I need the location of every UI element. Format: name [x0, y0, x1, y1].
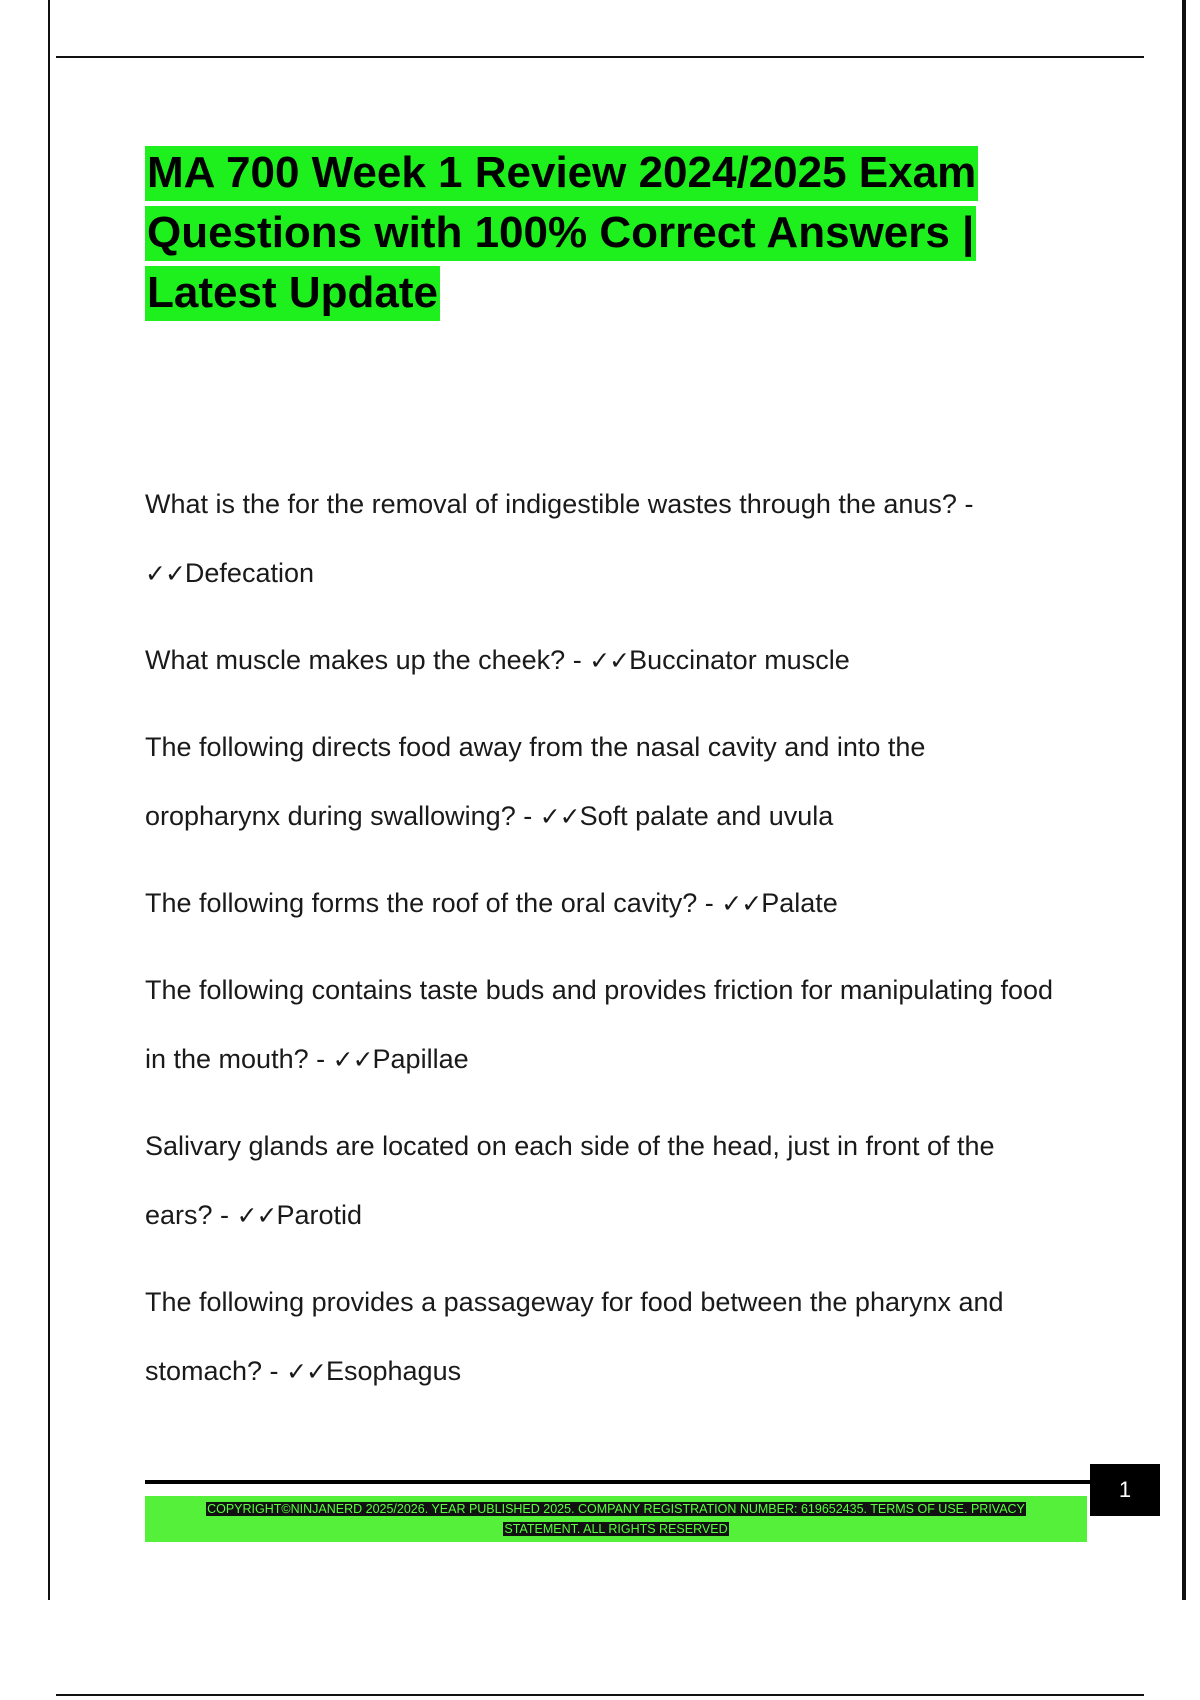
answer-text: Defecation — [184, 558, 314, 588]
qa-item — [145, 869, 1065, 938]
answer-text: Buccinator muscle — [629, 645, 850, 675]
copyright-footer — [145, 1496, 1087, 1542]
page-number: 1 — [1090, 1464, 1160, 1516]
question-text: What muscle makes up the cheek? - — [145, 645, 582, 675]
question-text: The following directs food away from the nasal cavity and into the oropharynx during swallowing? - — [145, 732, 926, 831]
document-title — [145, 143, 1095, 323]
qa-item — [145, 1112, 1065, 1250]
double-check-icon: ✓✓ — [589, 646, 630, 675]
question-text: The following contains taste buds and provides friction for manipulating food in the mouth? - — [145, 975, 1054, 1074]
qa-item — [145, 956, 1065, 1094]
qa-item — [145, 626, 1065, 695]
qa-item — [145, 470, 1065, 608]
answer-text: Parotid — [276, 1200, 363, 1230]
qa-item — [145, 713, 1065, 851]
copyright-line-2: STATEMENT. ALL RIGHTS RESERVED — [504, 1522, 728, 1536]
footer-rule — [145, 1480, 1090, 1484]
title-line-2: Questions with 100% Correct Answers | — [145, 206, 976, 261]
qa-list — [145, 470, 1065, 1424]
double-check-icon: ✓✓ — [286, 1357, 326, 1386]
title-line-1: MA 700 Week 1 Review 2024/2025 Exam — [145, 146, 978, 201]
header-rule — [56, 56, 1144, 58]
double-check-icon: ✓✓ — [145, 559, 185, 588]
double-check-icon: ✓✓ — [721, 889, 762, 918]
question-text: The following provides a passageway for food between the pharynx and stomach? - — [145, 1287, 1004, 1386]
question-text: What is the for the removal of indigestible wastes through the anus? - — [145, 489, 974, 519]
title-line-3: Latest Update — [145, 266, 440, 321]
question-text: Salivary glands are located on each side of the head, just in front of the ears? - — [145, 1131, 995, 1230]
bottom-rule — [56, 1694, 1144, 1696]
copyright-line-1: COPYRIGHT©NINJANERD 2025/2026. YEAR PUBLISHED 2025. COMPANY REGISTRATION NUMBER: 619652435. TERMS OF USE. PRIVACY — [207, 1502, 1025, 1516]
answer-text: Papillae — [372, 1044, 469, 1074]
answer-text: Palate — [761, 888, 838, 918]
answer-text: Esophagus — [325, 1356, 462, 1386]
double-check-icon: ✓✓ — [332, 1045, 373, 1074]
page-border-left — [48, 0, 50, 1600]
question-text: The following forms the roof of the oral cavity? - — [145, 888, 714, 918]
double-check-icon: ✓✓ — [539, 802, 580, 831]
qa-item — [145, 1268, 1065, 1406]
page-border-right — [1182, 0, 1186, 1600]
copyright-text — [171, 1499, 1061, 1539]
double-check-icon: ✓✓ — [236, 1201, 277, 1230]
answer-text: Soft palate and uvula — [579, 801, 834, 831]
